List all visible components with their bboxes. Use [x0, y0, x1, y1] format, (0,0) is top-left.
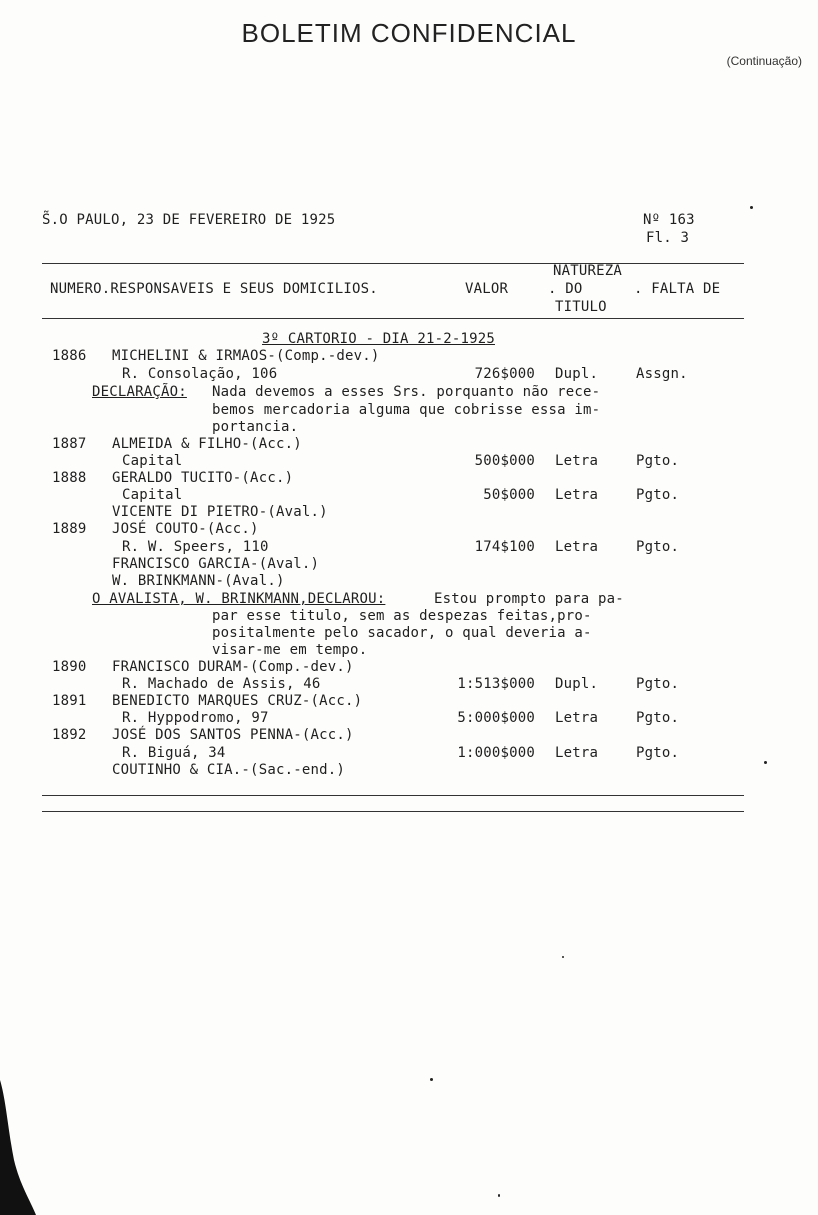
entry-name: MICHELINI & IRMAOS-(Comp.-dev.) — [112, 348, 380, 364]
entry-name: FRANCISCO DURAM-(Comp.-dev.) — [112, 659, 354, 675]
entry-nature: Dupl. — [555, 676, 599, 692]
entry-address: Capital — [122, 487, 183, 503]
entry-value: 174$100 — [474, 539, 535, 555]
entry-number: 1889 — [52, 521, 87, 537]
entry-address: R. Hyppodromo, 97 — [122, 710, 269, 726]
col-falta: . FALTA DE — [634, 281, 721, 297]
entry-address: R. Machado de Assis, 46 — [122, 676, 321, 692]
document-title: BOLETIM CONFIDENCIAL — [241, 18, 577, 48]
col-nature-line3: TITULO — [555, 299, 607, 315]
entry-number: 1891 — [52, 693, 87, 709]
entry-address: R. Consolação, 106 — [122, 366, 278, 382]
entry-nature: Letra — [555, 487, 599, 503]
entry-nature: Letra — [555, 539, 599, 555]
col-nature-line2: . DO — [548, 281, 583, 297]
bulletin-number: Nº 163 — [643, 212, 695, 228]
continuation-label: (Continuação) — [726, 54, 802, 68]
entry-name: GERALDO TUCITO-(Acc.) — [112, 470, 294, 486]
entry-value: 50$000 — [483, 487, 535, 503]
entry-guarantor: FRANCISCO GARCIA-(Aval.) — [112, 556, 320, 572]
entry-number: 1887 — [52, 436, 87, 452]
entry-name: JOSÉ COUTO-(Acc.) — [112, 521, 259, 537]
entry-number: 1890 — [52, 659, 87, 675]
scan-speck — [562, 956, 564, 958]
footer-rule-2 — [42, 811, 744, 812]
entry-fault: Pgto. — [636, 487, 680, 503]
place-date: S̃.O PAULO, 23 DE FEVEREIRO DE 1925 — [42, 212, 336, 228]
entry-fault: Pgto. — [636, 539, 680, 555]
declaration-line: bemos mercadoria alguma que cobrisse essa im- — [212, 402, 601, 418]
entry-nature: Letra — [555, 710, 599, 726]
entry-value: 5:000$000 — [457, 710, 535, 726]
entry-address: R. W. Speers, 110 — [122, 539, 269, 555]
sheet-number: Fl. 3 — [646, 230, 690, 246]
declaration-line: Estou prompto para pa- — [434, 591, 624, 607]
declaration-label: DECLARAÇÃO: — [92, 384, 187, 400]
entry-fault: Pgto. — [636, 710, 680, 726]
entry-guarantor: W. BRINKMANN-(Aval.) — [112, 573, 285, 589]
scan-speck — [764, 761, 767, 764]
declaration-label: O AVALISTA, W. BRINKMANN,DECLAROU: — [92, 591, 386, 607]
entry-value: 500$000 — [474, 453, 535, 469]
col-responsaveis: NUMERO.RESPONSAVEIS E SEUS DOMICILIOS. — [50, 281, 378, 297]
footer-rule-1 — [42, 795, 744, 796]
header-rule-top — [42, 263, 744, 264]
entry-value: 726$000 — [474, 366, 535, 382]
col-nature-line1: NATUREZA — [553, 263, 623, 279]
entry-number: 1892 — [52, 727, 87, 743]
header-rule-bottom — [42, 318, 744, 319]
entry-guarantor: VICENTE DI PIETRO-(Aval.) — [112, 504, 328, 520]
declaration-line: positalmente pelo sacador, o qual deveria a- — [212, 625, 592, 641]
entry-address: R. Biguá, 34 — [122, 745, 226, 761]
declaration-line: par esse titulo, sem as despezas feitas,pro- — [212, 608, 592, 624]
entry-value: 1:000$000 — [457, 745, 535, 761]
scan-speck — [498, 1194, 500, 1197]
declaration-line: portancia. — [212, 419, 299, 435]
entry-fault: Pgto. — [636, 453, 680, 469]
scan-speck — [430, 1078, 433, 1081]
scan-speck — [750, 206, 753, 209]
scan-edge-shadow — [0, 1040, 40, 1215]
entry-name: BENEDICTO MARQUES CRUZ-(Acc.) — [112, 693, 363, 709]
entry-nature: Letra — [555, 453, 599, 469]
entry-fault: Pgto. — [636, 745, 680, 761]
entry-number: 1888 — [52, 470, 87, 486]
entry-value: 1:513$000 — [457, 676, 535, 692]
entry-nature: Dupl. — [555, 366, 599, 382]
entry-fault: Pgto. — [636, 676, 680, 692]
entry-fault: Assgn. — [636, 366, 688, 382]
entry-endorser: COUTINHO & CIA.-(Sac.-end.) — [112, 762, 345, 778]
entry-nature: Letra — [555, 745, 599, 761]
entry-name: ALMEIDA & FILHO-(Acc.) — [112, 436, 302, 452]
entry-address: Capital — [122, 453, 183, 469]
declaration-line: Nada devemos a esses Srs. porquanto não rece- — [212, 384, 601, 400]
entry-number: 1886 — [52, 348, 87, 364]
declaration-line: visar-me em tempo. — [212, 642, 368, 658]
entry-name: JOSÉ DOS SANTOS PENNA-(Acc.) — [112, 727, 354, 743]
section-heading: 3º CARTORIO - DIA 21-2-1925 — [262, 331, 495, 347]
col-valor: VALOR — [465, 281, 509, 297]
